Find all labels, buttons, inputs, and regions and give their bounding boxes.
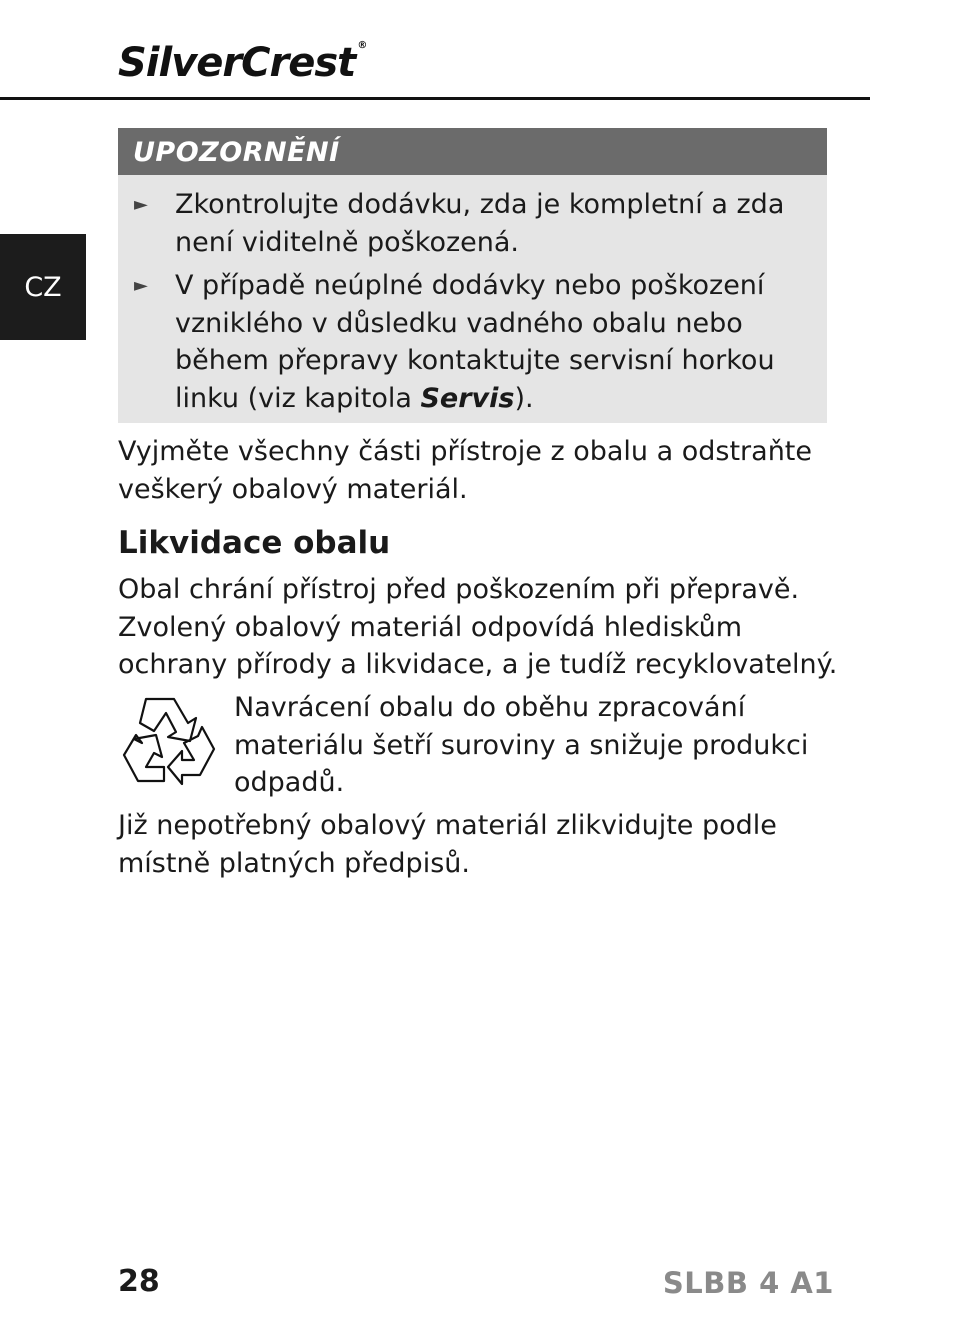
recycle-paragraph: Navrácení obalu do oběhu zpracování materiálu šetří suroviny a snižuje produkci odpadů.: [234, 692, 809, 798]
disposal-paragraph: Již nepotřebný obalový materiál zlikvidujte podle místně platných předpisů.: [118, 810, 777, 879]
warning-item-text: Zkontrolujte dodávku, zda je kompletní a zda není viditelně poškozená.: [175, 189, 785, 258]
brand-logo: SilverCrest ®: [118, 40, 367, 86]
recycle-icon: [116, 693, 220, 791]
language-tab: CZ: [0, 234, 86, 340]
bullet-arrow-icon: ►: [134, 194, 148, 215]
unpack-paragraph: Vyjměte všechny části přístroje z obalu a odstraňte veškerý obalový materiál.: [118, 436, 812, 505]
warning-box: [118, 128, 827, 423]
header-divider: [0, 97, 870, 100]
model-number: SLBB 4 A1: [662, 1266, 834, 1300]
warning-title: UPOZORNĚNÍ: [118, 128, 827, 175]
intro-paragraph: Obal chrání přístroj před poškozením při přepravě. Zvolený obalový materiál odpovídá hlediskům ochrany přírody a likvidace, a je tudíž recyklovatelný.: [118, 574, 838, 680]
page-number: 28: [118, 1264, 160, 1299]
bullet-arrow-icon: ►: [134, 275, 148, 296]
section-heading: Likvidace obalu: [118, 525, 391, 561]
chapter-reference: Servis: [420, 382, 515, 414]
warning-item-text: V případě neúplné dodávky nebo poškození vzniklého v důsledku vadného obalu nebo během přepravy kontaktujte servisní horkou linku (viz kapitola Servis).: [175, 270, 775, 414]
